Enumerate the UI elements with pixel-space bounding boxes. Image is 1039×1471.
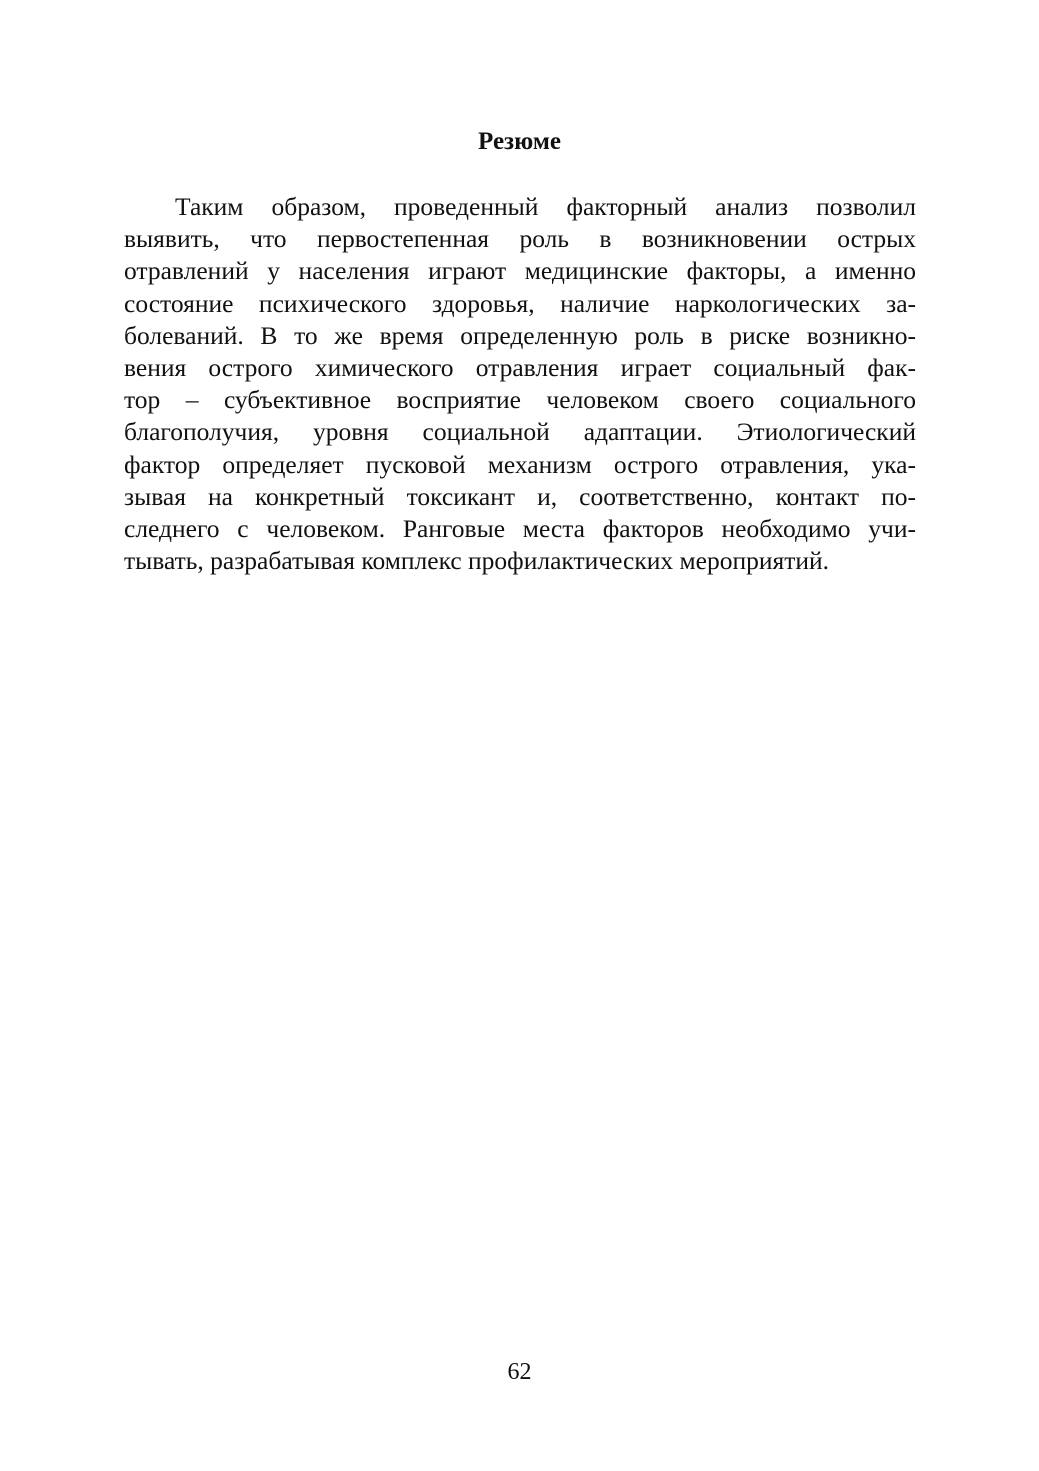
paragraph-line: тор – субъективное восприятие человеком своего социального	[124, 385, 916, 415]
summary-paragraph	[124, 191, 916, 577]
page-number: 62	[507, 1359, 532, 1385]
paragraph-line: отравлений у населения играют медицинские факторы, а именно	[124, 256, 916, 286]
paragraph-line: благополучия, уровня социальной адаптации. Этиологический	[124, 417, 916, 447]
paragraph-line: состояние психического здоровья, наличие наркологических за-	[124, 288, 916, 318]
paragraph-line: Таким образом, проведенный факторный анализ позволил	[175, 192, 916, 221]
paragraph-line: болеваний. В то же время определенную роль в риске возникно-	[124, 320, 916, 350]
paragraph-line: вения острого химического отравления играет социальный фак-	[124, 352, 916, 382]
paragraph-line: выявить, что первостепенная роль в возникновении острых	[124, 224, 916, 254]
paragraph-line: следнего с человеком. Ранговые места факторов необходимо учи-	[124, 513, 916, 543]
paragraph-line: фактор определяет пусковой механизм острого отравления, ука-	[124, 449, 916, 479]
section-title: Резюме	[478, 128, 561, 155]
paragraph-line: тывать, разрабатывая комплекс профилактических мероприятий.	[124, 546, 830, 576]
paragraph-line: зывая на конкретный токсикант и, соответственно, контакт по-	[124, 481, 916, 511]
